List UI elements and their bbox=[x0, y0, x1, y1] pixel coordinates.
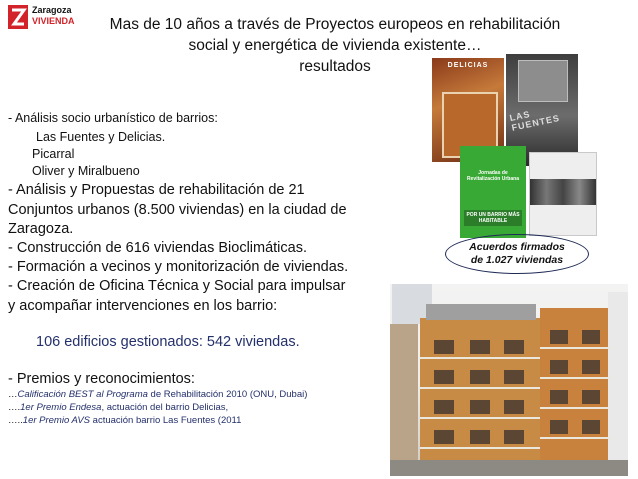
award-name: Calificación BEST al Programa bbox=[17, 389, 148, 400]
award-item: …Calificación BEST al Programa de Rehabilitación 2010 (ONU, Dubai) bbox=[8, 389, 308, 400]
building-image bbox=[518, 60, 568, 102]
award-name: 1er Premio AVS bbox=[22, 415, 91, 426]
list-item-formacion: - Formación a vecinos y monitorización de viviendas. bbox=[8, 259, 349, 275]
creacion-line-2: y acompañar intervenciones en los barrio: bbox=[8, 297, 278, 314]
callout-line-2: de 1.027 viviendas bbox=[470, 254, 564, 266]
jornadas-booklet-title: Jornadas de Revitalización Urbana bbox=[467, 170, 519, 182]
jornadas-booklet-cover bbox=[460, 146, 526, 238]
jornadas-booklet-subtitle: POR UN BARRIO MÁS HABITABLE bbox=[464, 210, 522, 226]
award-item: ….1er Premio Endesa, actuación del barrio Delicias, bbox=[8, 402, 229, 413]
list-item-creacion bbox=[8, 277, 345, 316]
sub-item-picarral: Picarral bbox=[32, 147, 75, 161]
edificios-gestionados: 106 edificios gestionados: 542 viviendas. bbox=[36, 334, 300, 350]
list-item-analisis-propuestas bbox=[8, 181, 347, 240]
creacion-line-1: - Creación de Oficina Técnica y Social para impulsar bbox=[8, 278, 346, 294]
analisis-propuestas-line-3: Zaragoza. bbox=[8, 221, 74, 237]
award-item: …..1er Premio AVS actuación barrio Las Fuentes (2011 bbox=[8, 415, 242, 426]
awards-list bbox=[8, 388, 307, 427]
logo-mark-icon bbox=[8, 5, 28, 29]
acuerdos-callout bbox=[445, 234, 589, 274]
sub-item-oliver-miralbueno: Oliver y Miralbueno bbox=[32, 164, 140, 178]
logo-text-line1: Zaragoza bbox=[32, 5, 72, 15]
analisis-propuestas-line-2: Conjuntos urbanos (8.500 viviendas) en la ciudad de bbox=[8, 201, 347, 218]
analisis-propuestas-line-1: - Análisis y Propuestas de rehabilitación de 21 bbox=[8, 182, 305, 198]
zaragoza-vivienda-logo bbox=[8, 4, 75, 30]
delicias-booklet-title: DELICIAS bbox=[447, 62, 489, 69]
list-item-construccion: - Construcción de 616 viviendas Bioclimáticas. bbox=[8, 240, 307, 256]
title-line-2: social y energética de vivienda existente… bbox=[188, 37, 482, 54]
photo-strip bbox=[530, 179, 596, 205]
callout-line-1: Acuerdos firmados bbox=[469, 241, 565, 253]
title-line-1: Mas de 10 años a través de Proyectos europeos en rehabilitación bbox=[109, 16, 561, 33]
sub-item-fuentes-delicias: Las Fuentes y Delicias. bbox=[36, 130, 166, 144]
title-line-3: resultados bbox=[299, 58, 371, 75]
las-fuentes-booklet-title: LAS FUENTES bbox=[508, 108, 561, 133]
rehabilitated-building-photo bbox=[390, 284, 628, 476]
building-photo-illustration bbox=[390, 284, 628, 476]
list-item-analisis-socio: - Análisis socio urbanístico de barrios: bbox=[8, 111, 218, 125]
list-item-premios: - Premios y reconocimientos: bbox=[8, 371, 195, 387]
logo-text-line2: VIVIENDA bbox=[32, 16, 75, 26]
award-name: 1er Premio Endesa bbox=[20, 402, 102, 413]
report-booklet-cover bbox=[529, 152, 597, 236]
